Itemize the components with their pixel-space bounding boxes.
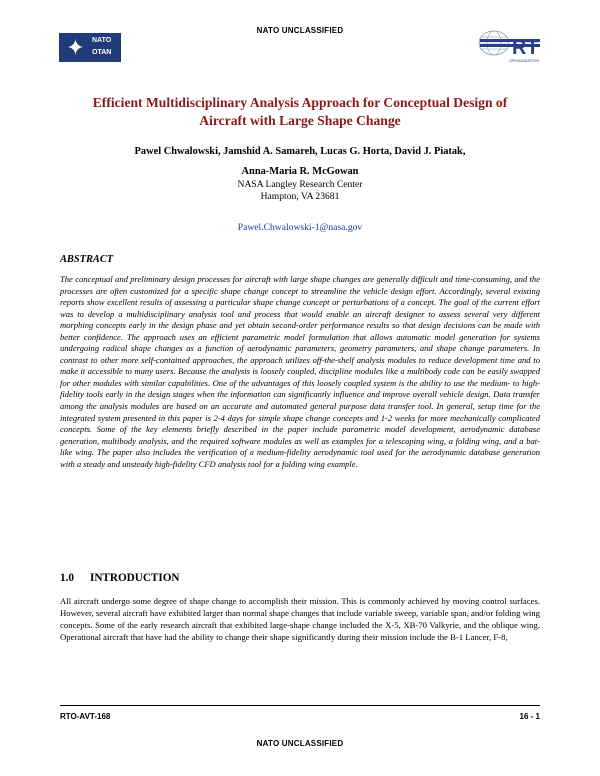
classification-header: NATO UNCLASSIFIED bbox=[256, 26, 344, 35]
section-title: INTRODUCTION bbox=[90, 572, 180, 584]
abstract-text: The conceptual and preliminary design processes for aircraft with large shape changes are generally difficult and time-consuming, and the processes are often customized for a specific shape change concept to streamline the vehicle design effort. Accordingly, several existing reports show excellent results of assessing a particular shape change concept or perturbations of a concept. The goal of the current effort was to develop a multidisciplinary analysis tool and process that would enable an aircraft designer to assess several very different morphing concepts early in the design phase and yet obtain second-order performance results so that design decisions can be made with better confidence. The approach uses an efficient parametric model formulation that allows automatic model generation for systems undergoing radical shape changes as a function of aerodynamic parameters, geometry parameters, and shape change parameters. In contrast to other more self-contained approaches, the approach utilizes off-the-shelf analysis modules to reduce development time and to make it accessible to many users. Because the analysis is loosely coupled, discipline modules like a multibody code can be easily swapped for other modules with similar capabilities. One of the advantages of this loosely coupled system is the ability to use the medium- to high-fidelity tools early in the design stages when the information can significantly influence and improve overall vehicle design. Data transfer among the analysis modules are based on an accurate and automated general purpose data transfer tool. In general, setup time for the integrated system presented in this paper is 2-4 days for simple shape change concepts and 1-2 weeks for more mechanically complicated concepts. Some of the key elements briefly described in the paper include parametric model development, aerodynamic database generation, multibody analysis, and the required software modules as well as examples for a telescoping wing, a folding wing, and a bat-like wing. The paper also includes the verification of a medium-fidelity aerodynamic tool used for the aerodynamic database generation with a steady and unsteady high-fidelity CFD analysis tool for a folding wing example. bbox=[60, 274, 540, 469]
rto-globe-icon bbox=[476, 28, 542, 64]
abstract-heading: ABSTRACT bbox=[60, 254, 114, 265]
nato-compass-star-icon: ✦ bbox=[66, 35, 85, 60]
paper-title-line-2: Aircraft with Large Shape Change bbox=[199, 113, 401, 128]
affiliation-institution: NASA Langley Research Center bbox=[237, 179, 363, 190]
authors-line-1: Pawel Chwalowski, Jamshid A. Samareh, Lucas G. Horta, David J. Piatak, bbox=[134, 146, 466, 157]
footer-document-id: RTO-AVT-168 bbox=[60, 712, 111, 721]
rto-logo bbox=[476, 28, 542, 64]
rto-logo-mark: RT bbox=[512, 37, 539, 59]
section-heading-introduction bbox=[60, 572, 180, 584]
affiliation-location: Hampton, VA 23681 bbox=[260, 191, 340, 202]
introduction-text: All aircraft undergo some degree of shape change to accomplish their mission. This is commonly achieved by moving control surfaces. However, several aircraft have exhibited larger than normal shape changes that include variable sweep, variable span, and/or folding wing concepts. Some of the early research aircraft that exhibited large-shape change included the X-5, XB-70 Valkyrie, and the oblique wing. Operational aircraft that have had the ability to change their shape significantly during their mission include the B-1 Lancer, F-8, bbox=[60, 596, 540, 643]
nato-logo-text-fr: OTAN bbox=[92, 49, 112, 56]
section-number: 1.0 bbox=[60, 572, 74, 584]
footer-page-number: 16 - 1 bbox=[519, 712, 540, 721]
paper-title bbox=[60, 94, 540, 130]
nato-logo bbox=[59, 33, 121, 62]
paper-title-line-1: Efficient Multidisciplinary Analysis Approach for Conceptual Design of bbox=[92, 95, 508, 110]
classification-footer: NATO UNCLASSIFIED bbox=[256, 739, 344, 748]
rto-logo-subtext: ORGANIZATION bbox=[509, 58, 540, 63]
author-email-link[interactable]: Pawel.Chwalowski-1@nasa.gov bbox=[237, 222, 363, 233]
authors-line-2: Anna-Maria R. McGowan bbox=[241, 166, 359, 177]
nato-logo-text-en: NATO bbox=[92, 37, 112, 44]
affiliation bbox=[60, 179, 540, 203]
footer-divider bbox=[60, 705, 540, 706]
